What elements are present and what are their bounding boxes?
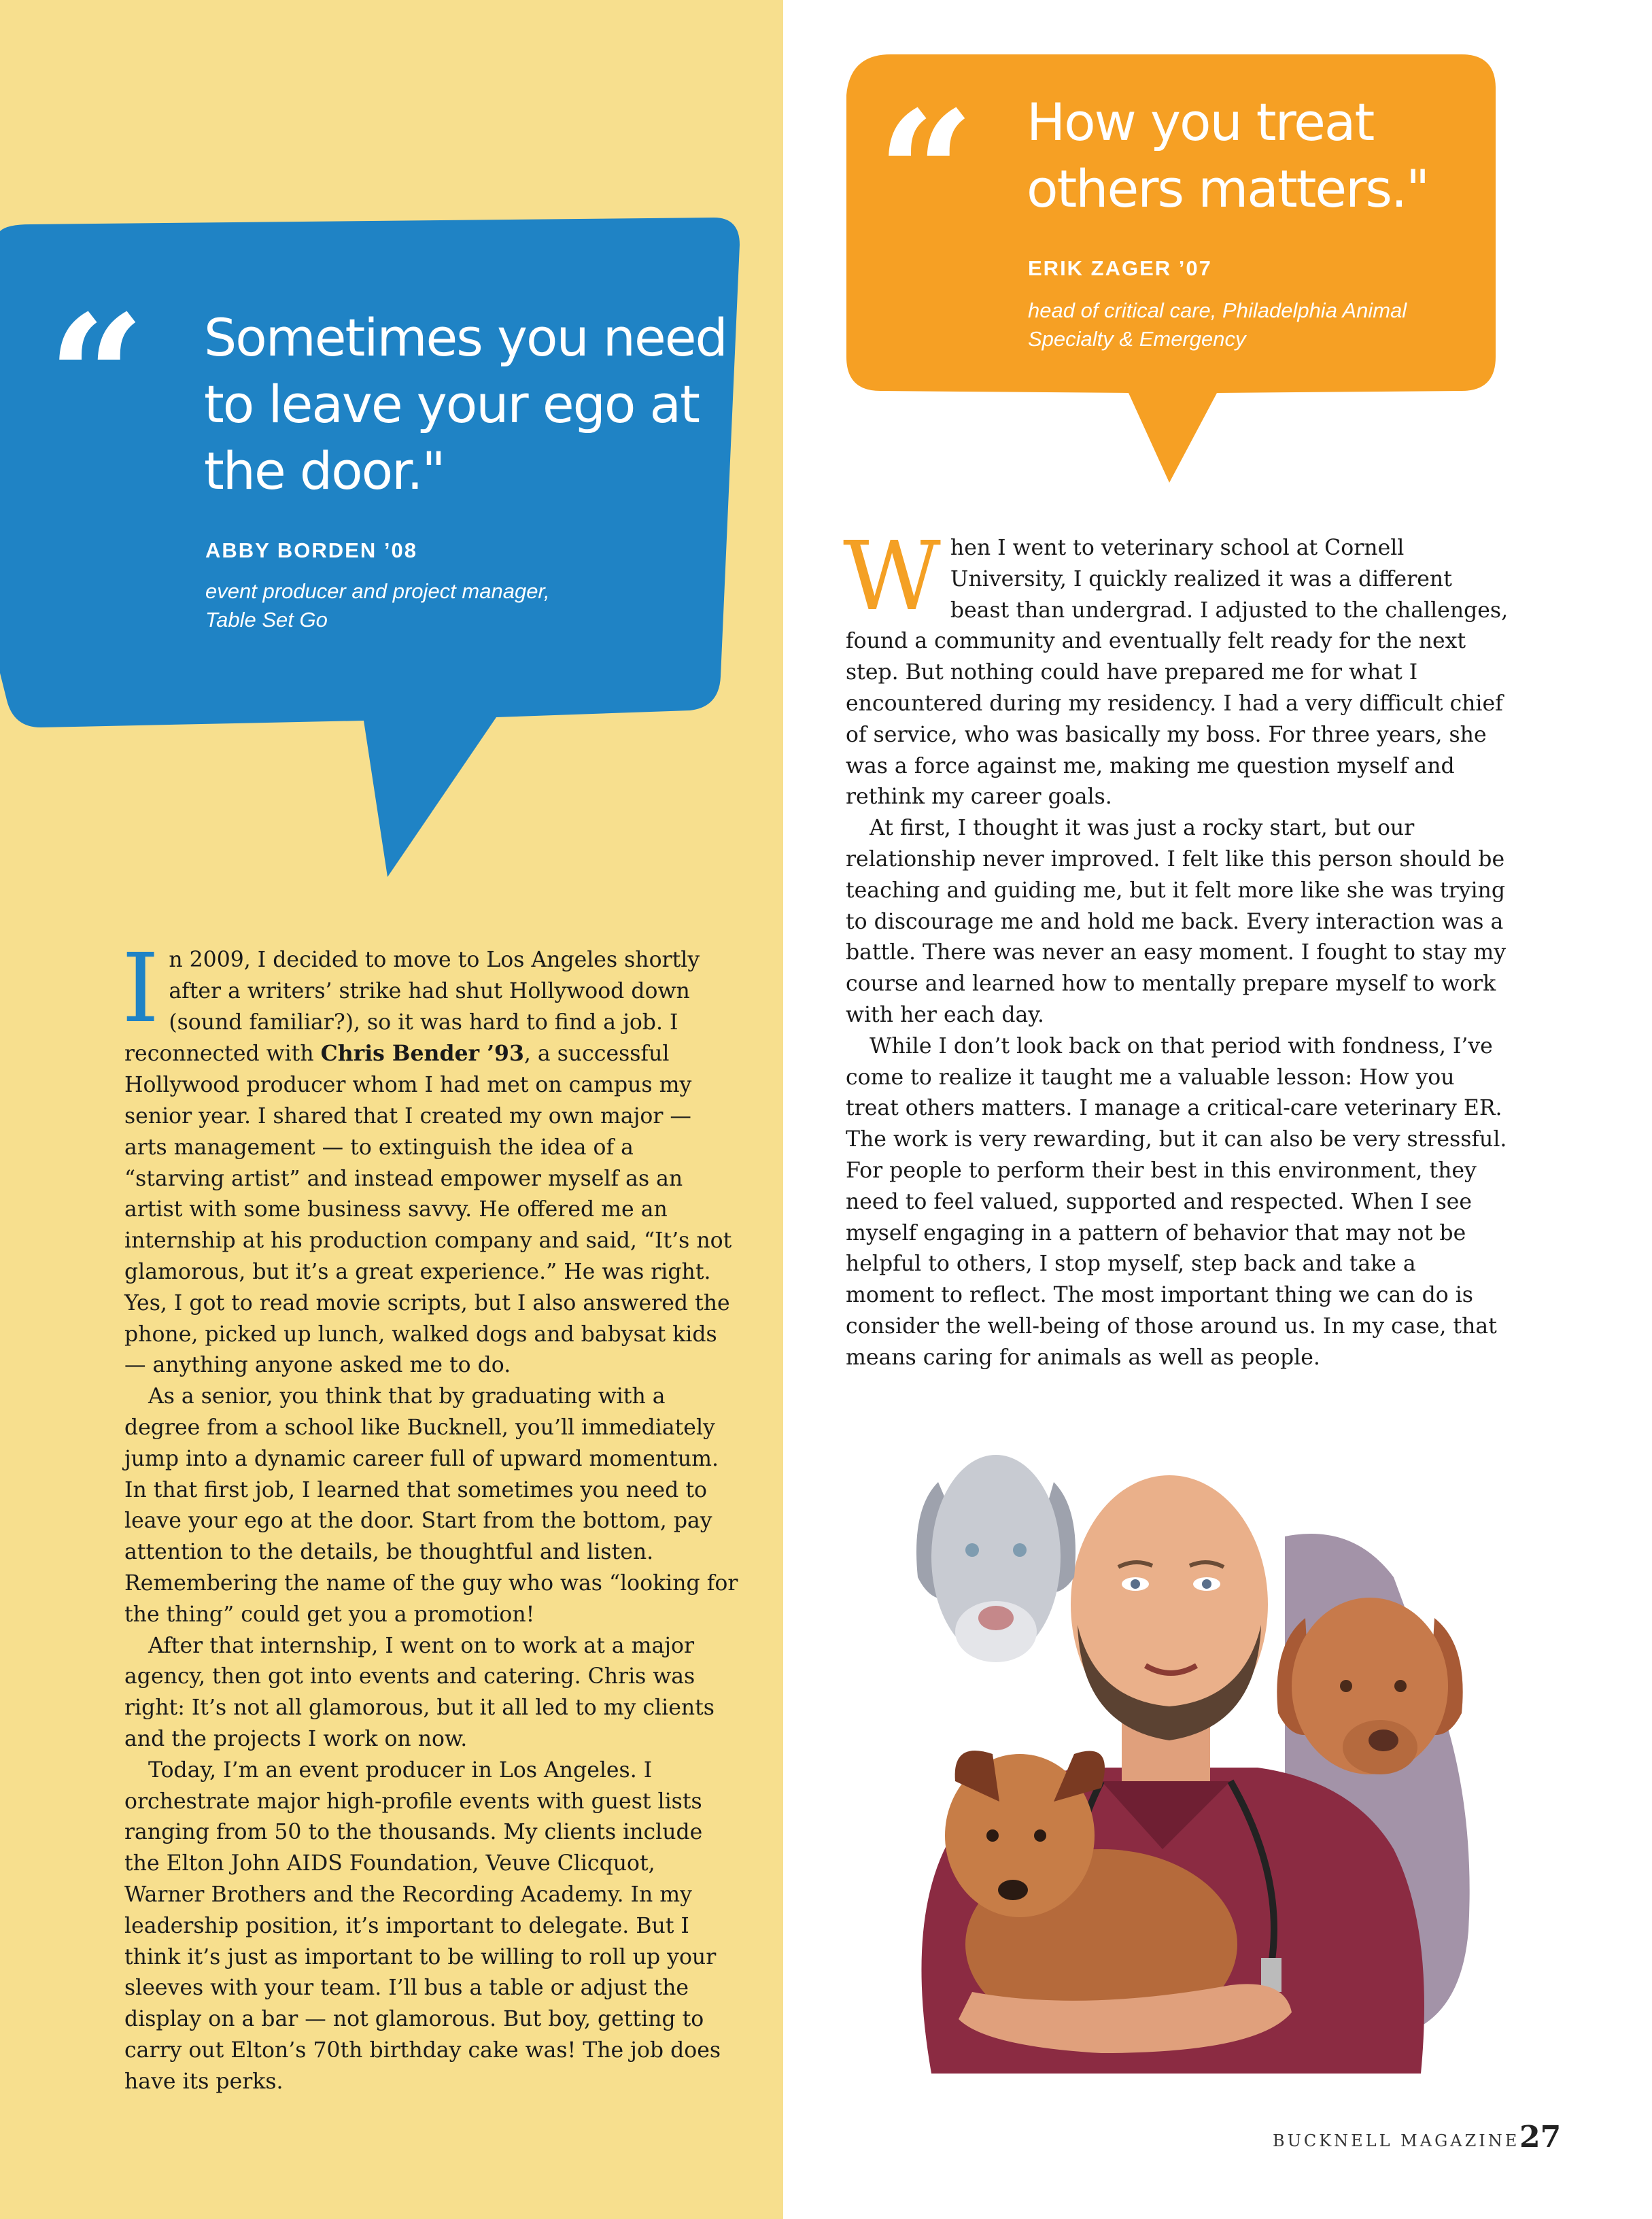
- quote-mark-left: “: [48, 277, 145, 477]
- quote-right-name: ERIK ZAGER ’07: [1028, 256, 1212, 280]
- quote-left-name: ABBY BORDEN ’08: [205, 538, 417, 562]
- article-left-paragraph-1: In 2009, I decided to move to Los Angeles shortly after a writers’ strike had shut Hollywood down (sound familiar?), so it was hard to find a job. I reconnected with Chris Bender ’93, a successful Hollywood producer whom I had met on campus my senior year. I shared that I created my own major — arts management — to extinguish the idea of a “starving artist” and instead empower myself as an artist with some business savvy. He offered me an internship at his production company and said, “It’s not glamorous, but it’s a great experience.” He was right. Yes, I got to read movie scripts, but I also answered the phone, picked up lunch, walked dogs and babysat kids — anything anyone asked me to do.: [122, 933, 732, 1378]
- article-left-paragraph-3: After that internship, I went on to work at a major agency, then got into events and catering. Chris was right: It’s not all glamorous, but it all led to my clients and the projects I work on now.: [124, 1633, 715, 1751]
- quote-right-line-1: How you treat: [1027, 92, 1374, 152]
- quote-right-role-2: Specialty & Emergency: [1028, 327, 1246, 351]
- magazine-name: BUCKNELL MAGAZINE: [1273, 2131, 1520, 2150]
- article-right-paragraph-2: At first, I thought it was just a rocky start, but our relationship never improved. I felt like this person should be teaching and guiding me, but it felt more like she was trying to discourage me and hold me back. Every interaction was a battle. There was never an easy moment. I fought to stay my course and learned how to mentally prepare myself to work with her each day.: [846, 816, 1507, 1027]
- quote-left-line-3: the door.": [204, 441, 445, 501]
- article-right-paragraph-3: While I don’t look back on that period with fondness, I’ve come to realize it taught me a valuable lesson: How you treat others matters. I manage a critical-care veterinary ER. The work is very rewarding, but it can also be very stressful. For people to perform their best in this environment, they need to feel valued, supported and respected. When I see myself engaging in a pattern of behavior that may not be helpful to others, I stop myself, step back and take a moment to reflect. The most important thing we can do is consider the well-being of those around us. In my case, that means caring for animals as well as people.: [846, 1033, 1507, 1370]
- quote-left-role-1: event producer and project manager,: [205, 579, 550, 603]
- quote-left-role-2: Table Set Go: [205, 608, 328, 632]
- quote-right-line-2: others matters.": [1027, 158, 1429, 219]
- page-number: 27: [1519, 2120, 1562, 2154]
- quote-left-line-1: Sometimes you need: [204, 307, 727, 368]
- veterinarian-with-dogs-illustration: [877, 1400, 1489, 2074]
- drop-cap-i: I: [122, 933, 160, 1044]
- article-left-paragraph-4: Today, I’m an event producer in Los Angeles. I orchestrate major high-profile events with guest lists ranging from 50 to the thousands. My clients include the Elton John AIDS Foundation, Veuve Clicquot, Warner Brothers and the Recording Academy. In my leadership position, it’s important to delegate. But I think it’s just as important to be willing to roll up your sleeves with your team. I’ll bus a table or adjust the display on a bar — not glamorous. But boy, getting to carry out Elton’s 70th birthday cake was! The job does have its perks.: [124, 1757, 721, 2094]
- drop-cap-w: W: [843, 521, 941, 632]
- article-left-paragraph-2: As a senior, you think that by graduating with a degree from a school like Bucknell, you’ll immediately jump into a dynamic career full of upward momentum. In that first job, I learned that sometimes you need to leave your ego at the door. Start from the bottom, pay attention to the details, be thoughtful and listen. Remembering the name of the guy who was “looking for the thing” could get you a promotion!: [124, 1384, 738, 1627]
- chris-bender-name: Chris Bender ’93: [320, 1041, 524, 1067]
- quote-left-line-2: to leave your ego at: [204, 374, 699, 434]
- article-right-column: [843, 521, 1509, 1374]
- article-right-paragraph-1: When I went to veterinary school at Cornell University, I quickly realized it was a different beast than undergrad. I adjusted to the challenges, found a community and eventually felt ready for the next step. But nothing could have prepared me for what I encountered during my residency. I had a very difficult chief of service, who was basically my boss. For three years, she was a force against me, making me question myself and rethink my career goals.: [843, 521, 1509, 810]
- quote-right-role-1: head of critical care, Philadelphia Animal: [1028, 298, 1407, 322]
- quote-mark-right: “: [877, 73, 975, 273]
- article-left-column: [122, 933, 740, 2097]
